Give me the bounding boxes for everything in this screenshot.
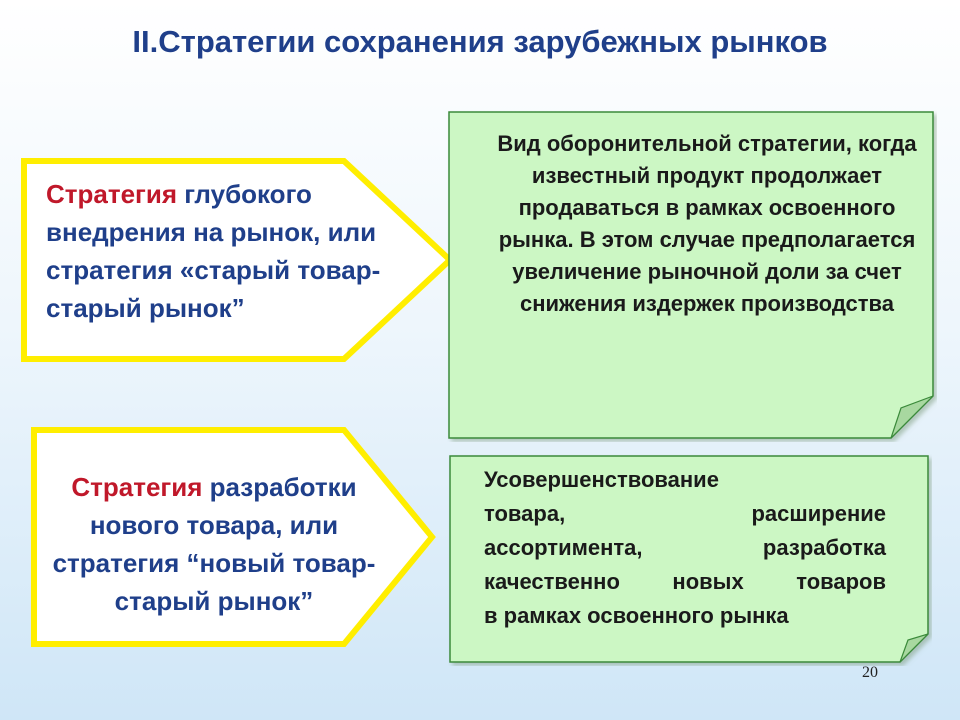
strategy2-keyword: Стратегия [71, 472, 203, 502]
strategy2-label [34, 468, 394, 620]
strategy1-keyword: Стратегия [46, 179, 178, 209]
note2-line: ассортимента, разработка [484, 535, 886, 560]
note2-text [484, 463, 886, 633]
strategy1-text: глубокого внедрения на рынок, или стратегия «старый товар-старый рынок” [46, 179, 381, 323]
note2-line: товара, расширение [484, 501, 886, 526]
note2-line: в рамках освоенного рынка [484, 603, 789, 628]
strategy1-label [46, 175, 421, 327]
note1-text: Вид оборонительной стратегии, когда известный продукт продолжает продаваться в рамках освоенного рынка. В этом случае предполагается увеличение рыночной доли за счет снижения издержек производства [497, 131, 917, 316]
strategy2-text: разработки нового товара, или стратегия “новый товар-старый рынок” [52, 472, 376, 616]
page-number: 20 [862, 664, 878, 681]
note2-line: Усовершенствование [484, 467, 719, 492]
slide-title: II.Стратегии сохранения зарубежных рынков [132, 24, 828, 59]
note2-line: качественно новых товаров [484, 569, 886, 594]
